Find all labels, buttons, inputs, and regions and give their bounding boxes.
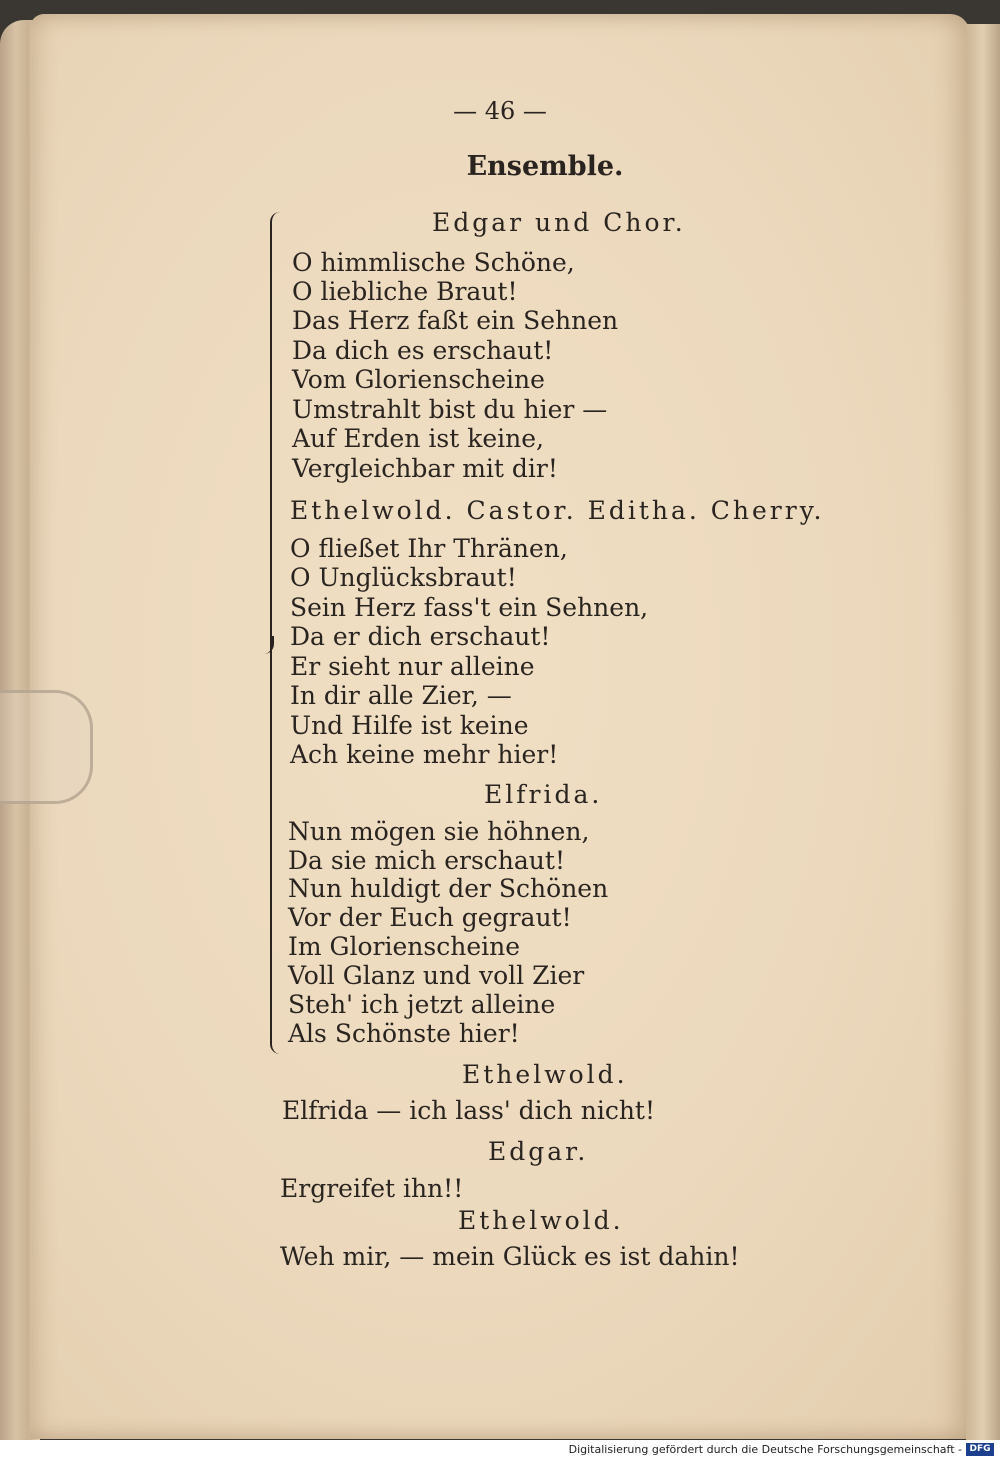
verse-line: Da sie mich erschaut! [288,846,565,875]
verse-line: Das Herz faßt ein Sehnen [292,306,619,335]
verse-line: Voll Glanz und voll Zier [288,961,585,990]
verse-line: Auf Erden ist keine, [292,424,545,453]
plastic-page-holder [0,690,93,804]
footer-credit: Digitalisierung gefördert durch die Deutsche Forschungsgemeinschaft - [568,1443,962,1456]
verse-line: O himmlische Schöne, [292,248,575,277]
verse-line: Sein Herz fass't ein Sehnen, [290,593,649,622]
book-right-edge [966,24,1000,1440]
speaker-heading: Edgar. [488,1137,589,1166]
speaker-heading: Ethelwold. [462,1060,628,1089]
verse-line: In dir alle Zier, — [290,681,512,710]
verse-line: Als Schönste hier! [288,1019,520,1048]
verse-line: Vergleichbar mit dir! [292,454,558,483]
verse-line: Umstrahlt bist du hier — [292,395,608,424]
verse-line: Ach keine mehr hier! [290,740,559,769]
verse-line: Nun huldigt der Schönen [288,874,609,903]
verse-line: O liebliche Braut! [292,277,518,306]
verse-line: O Unglücksbraut! [290,563,517,592]
dialogue-line: Ergreifet ihn!! [280,1174,464,1203]
verse-line: Da dich es erschaut! [292,336,554,365]
verse-line: Da er dich erschaut! [290,622,551,651]
verse-line: O fließet Ihr Thränen, [290,534,568,563]
page-number: — 46 — [453,97,547,125]
section-title: Ensemble. [466,151,624,182]
dialogue-line: Elfrida — ich lass' dich nicht! [282,1096,656,1125]
ensemble-brace [270,212,281,1054]
speaker-heading: Elfrida. [484,780,603,809]
verse-line: Im Glorienscheine [288,932,521,961]
speaker-heading: Ethelwold. [458,1206,624,1235]
verse-line: Vor der Euch gegraut! [288,903,572,932]
verse-line: Vom Glorienscheine [292,365,545,394]
verse-line: Nun mögen sie höhnen, [288,817,590,846]
dialogue-line: Weh mir, — mein Glück es ist dahin! [280,1242,740,1271]
verse-line: Er sieht nur alleine [290,652,535,681]
dfg-logo: DFG [966,1443,994,1456]
verse-line: Und Hilfe ist keine [290,711,529,740]
verse-line: Steh' ich jetzt alleine [288,990,556,1019]
speaker-heading: Edgar und Chor. [432,208,686,237]
speaker-heading: Ethelwold. Castor. Editha. Cherry. [290,496,825,525]
footer-bar [0,1440,1000,1460]
